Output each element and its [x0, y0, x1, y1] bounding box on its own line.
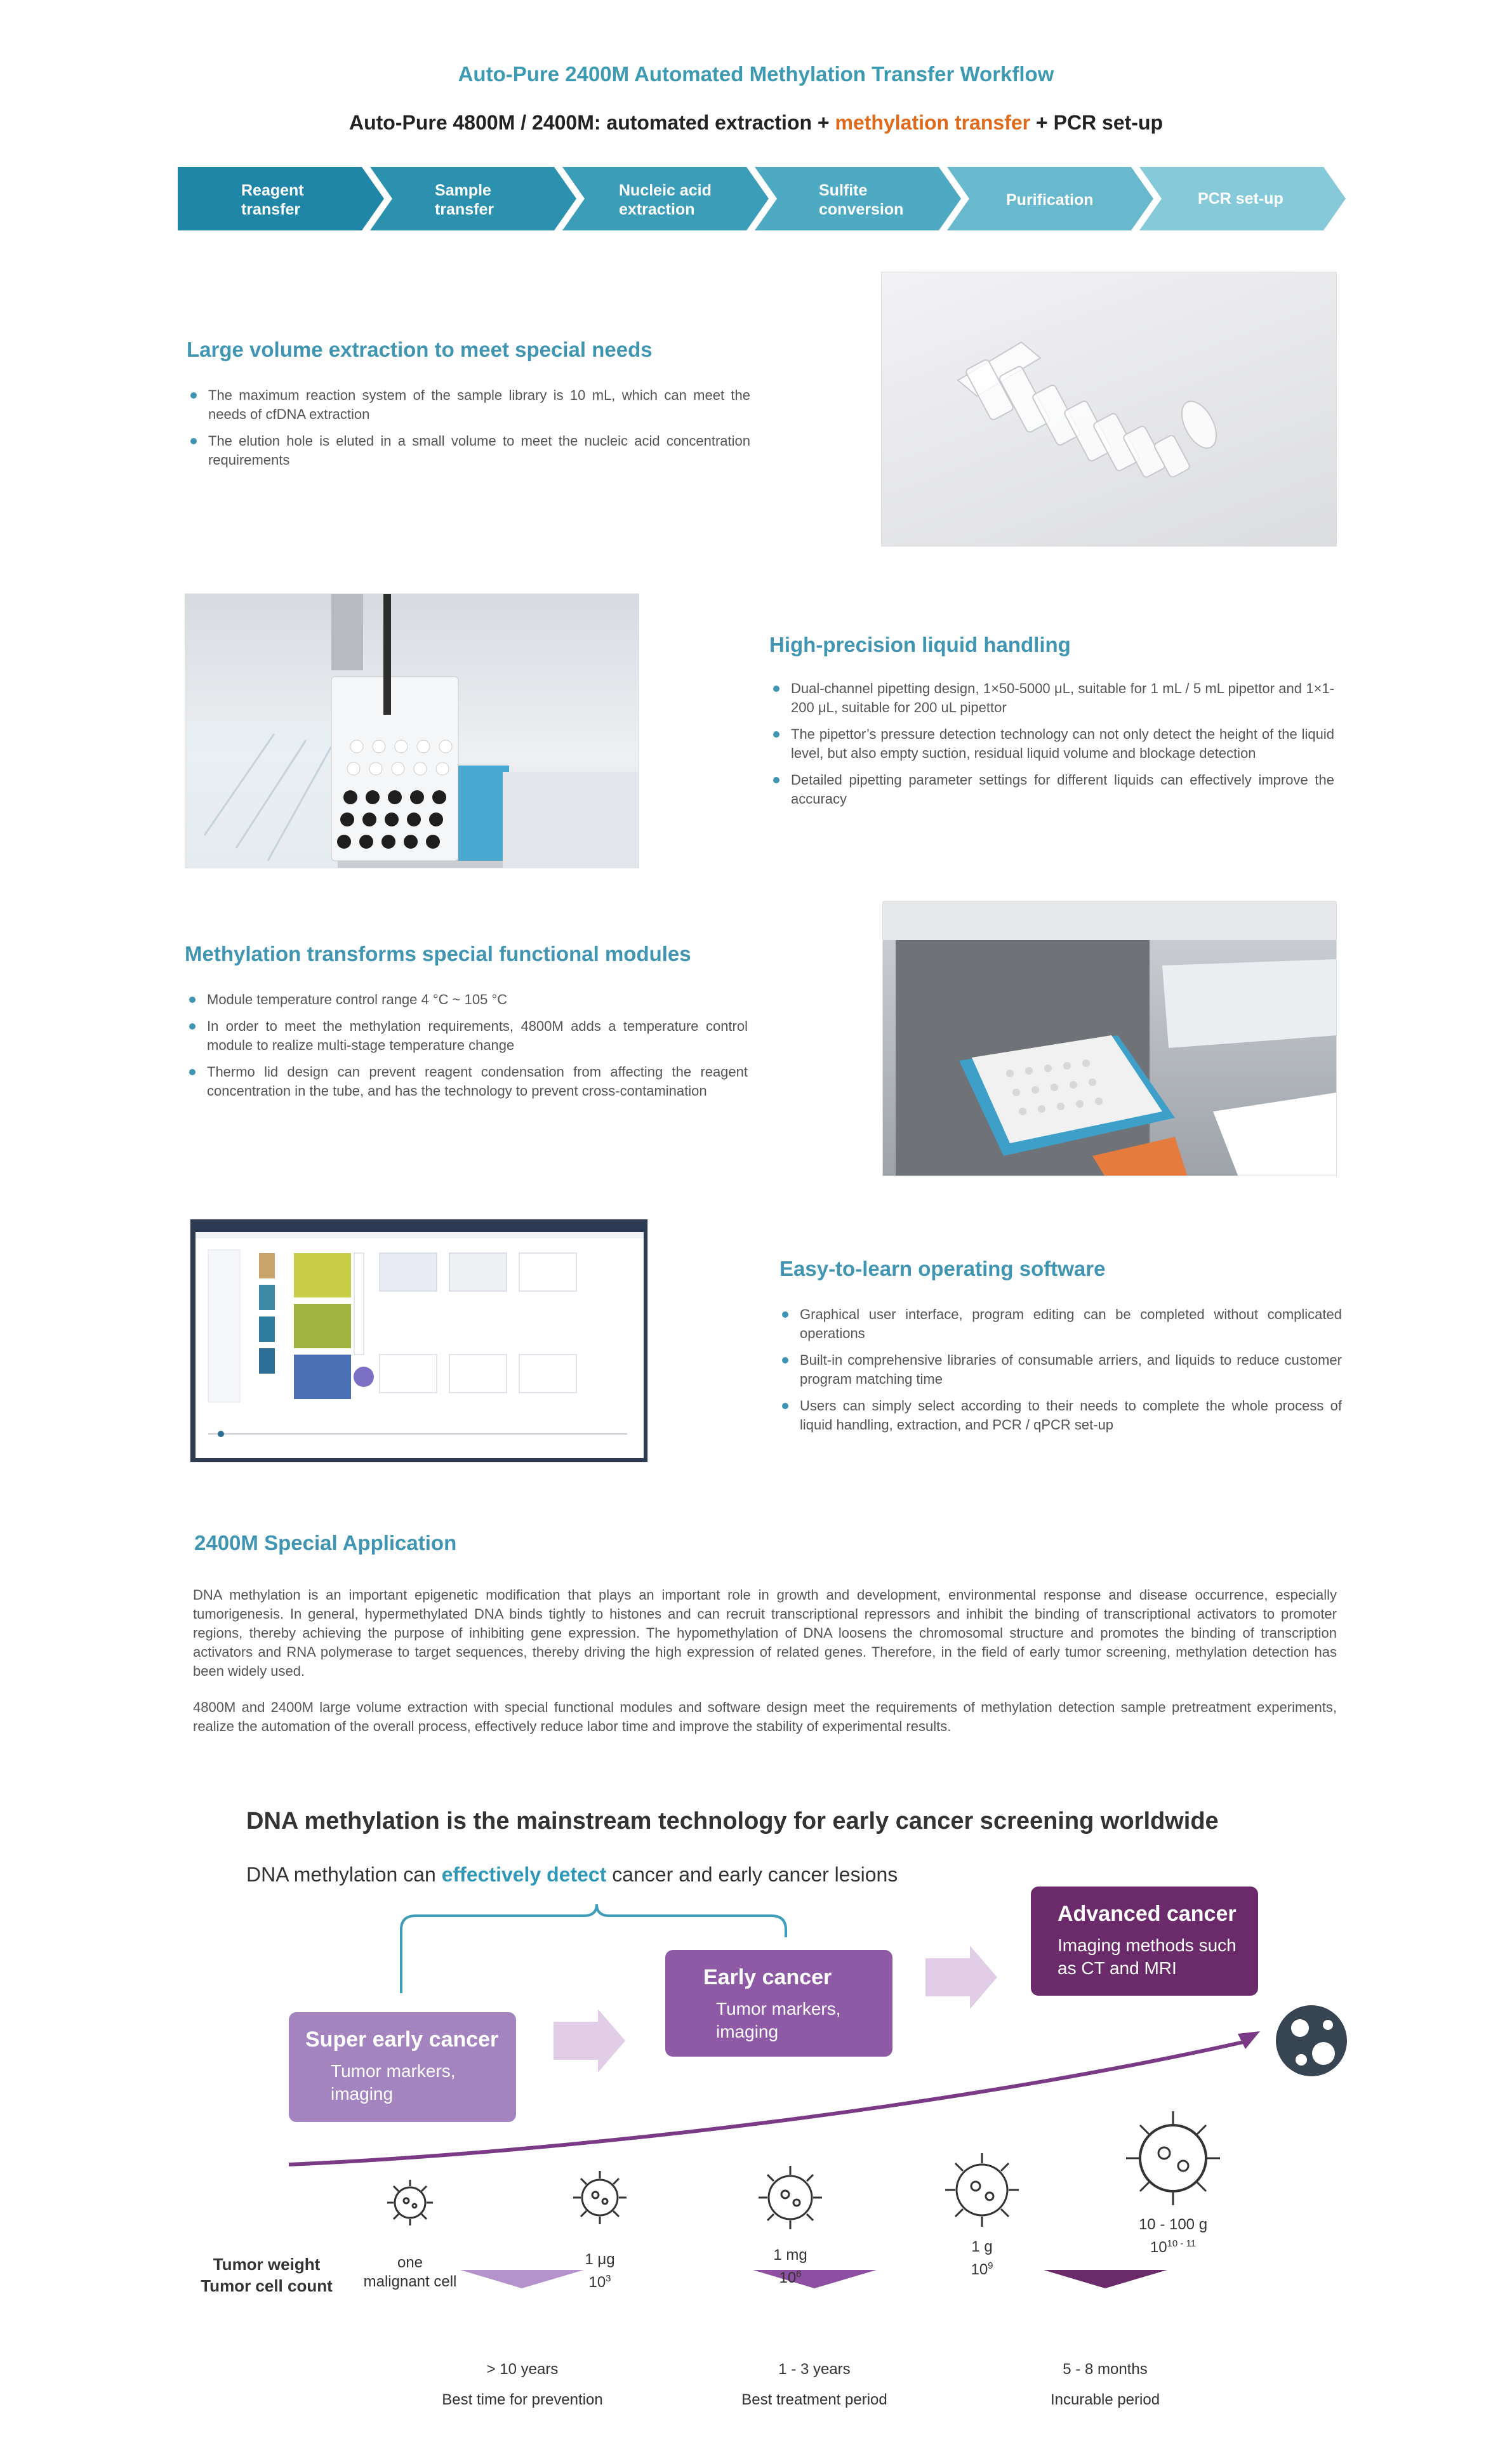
workflow-step-2-l2: transfer: [435, 201, 494, 218]
point-1-count: malignant cell: [363, 2273, 457, 2290]
feature-1-bullets: [188, 386, 750, 477]
point-1-weight: one: [397, 2254, 423, 2271]
infographic-subtitle-highlight: effectively detect: [441, 1863, 607, 1886]
period-2-label: Best treatment period: [741, 2391, 887, 2408]
feature-4-bullets: [779, 1305, 1342, 1442]
application-paragraph-2: 4800M and 2400M large volume extraction with special functional modules and software design meet the requirements of methylation detection sample pretreatment experiments, realize the automation of the overall process, effectively reduce labor time and improve the stability of experimental results.: [193, 1699, 1337, 1734]
point-4: [918, 2238, 1045, 2279]
period-1-time: > 10 years: [486, 2361, 559, 2378]
feature-1-bullet-1: The maximum reaction system of the sample library is 10 mL, which can meet the needs of cfDNA extraction: [188, 386, 750, 424]
stage-early-text: Tumor markers, imaging: [716, 1999, 841, 2041]
feature-3-bullets: [187, 990, 748, 1108]
point-4-exponent: 9: [988, 2260, 993, 2271]
point-3: [727, 2246, 854, 2288]
stage-super-early-title: Super early cancer: [305, 2027, 499, 2052]
period-3-label: Incurable period: [1050, 2391, 1160, 2408]
period-1-label: Best time for prevention: [442, 2391, 603, 2408]
software-ui-illustration: [196, 1224, 644, 1458]
point-3-exponent: 6: [796, 2269, 802, 2279]
feature-2-bullet-3: Detailed pipetting parameter settings for different liquids can effectively improve the accuracy: [771, 771, 1334, 809]
stage-super-early-text: Tumor markers, imaging: [331, 2061, 456, 2104]
virus-icon-3: [759, 2166, 822, 2229]
page-title: Auto-Pure 2400M Automated Methylation Transfer Workflow: [458, 62, 1054, 86]
feature-1-title: Large volume extraction to meet special needs: [187, 338, 653, 361]
point-4-weight: 1 g: [971, 2238, 993, 2255]
feature-4-bullet-3: Users can simply select according to their needs to complete the whole process of liquid handling, extraction, and PCR / qPCR set-up: [779, 1396, 1342, 1435]
cancer-mass-icon: [1276, 2005, 1347, 2076]
workflow-chevrons: [178, 167, 1346, 230]
workflow-step-3-l2: extraction: [619, 201, 695, 218]
infographic-subtitle: [246, 1863, 898, 1887]
point-5-exponent: 10 - 11: [1167, 2238, 1197, 2249]
feature-3-bullet-2: In order to meet the methylation requirements, 4800M adds a temperature control module to realize multi-stage temperature change: [187, 1017, 748, 1055]
progression-curve-arrowhead: [1238, 2031, 1260, 2049]
point-5: [1097, 2215, 1249, 2257]
infographic-subtitle-post: cancer and early cancer lesions: [606, 1863, 898, 1886]
consumables-photo: [881, 272, 1337, 547]
point-5-count: 10: [1150, 2239, 1167, 2256]
point-3-count: 10: [779, 2269, 797, 2286]
workflow-step-1-l1: Reagent: [241, 182, 304, 199]
subtitle-highlight: methylation transfer: [835, 111, 1031, 134]
infographic-title: DNA methylation is the mainstream technology for early cancer screening worldwide: [246, 1808, 1219, 1834]
feature-4-bullet-1: Graphical user interface, program editing can be completed without complicated operations: [779, 1305, 1342, 1343]
stage-super-early: [289, 2012, 516, 2122]
workflow-step-5-l1: Purification: [1006, 191, 1094, 209]
stage-early-title: Early cancer: [703, 1965, 832, 1989]
workflow-step-6-l1: PCR set-up: [1198, 190, 1283, 208]
feature-2-bullet-1: Dual-channel pipetting design, 1×50-5000 μL, suitable for 1 mL / 5 mL pipettor and 1×1-200 μL, suitable for 200 uL pipettor: [771, 679, 1334, 717]
stage-advanced-text: Imaging methods such as CT and MRI: [1058, 1935, 1237, 1978]
virus-icon-2: [573, 2171, 627, 2224]
workflow-step-1-l2: transfer: [241, 201, 301, 218]
point-2: [536, 2250, 663, 2292]
period-2-time: 1 - 3 years: [778, 2361, 851, 2378]
virus-icon-4: [945, 2153, 1019, 2227]
feature-4-bullet-2: Built-in comprehensive libraries of consumable arriers, and liquids to reduce customer program matching time: [779, 1351, 1342, 1389]
feature-2-bullets: [771, 679, 1334, 816]
subtitle-post: + PCR set-up: [1030, 111, 1164, 134]
feature-3-bullet-1: Module temperature control range 4 °C ~ 105 °C: [187, 990, 748, 1009]
stage-advanced-title: Advanced cancer: [1058, 1902, 1237, 1926]
workflow-step-4-l1: Sulfite: [819, 182, 868, 199]
pipetting-illustration: [185, 594, 639, 868]
software-screenshot: [190, 1219, 648, 1462]
feature-3-bullet-3: Thermo lid design can prevent reagent condensation from affecting the reagent concentration in the tube, and has the technology to prevent cross-contamination: [187, 1063, 748, 1101]
period-1: [419, 2360, 626, 2410]
tube-strip-illustration: [882, 272, 1337, 547]
stage-early: [665, 1950, 892, 2057]
feature-2-title: High-precision liquid handling: [769, 633, 1071, 656]
stage-advanced: [1031, 1887, 1258, 1996]
tumor-weight-label: Tumor weight: [213, 2255, 321, 2274]
page-subtitle: [0, 111, 1512, 135]
point-2-count: 10: [588, 2274, 606, 2291]
workflow-step-4-l2: conversion: [819, 201, 904, 218]
temperature-module-photo: [882, 901, 1337, 1176]
infographic-subtitle-pre: DNA methylation can: [246, 1863, 442, 1886]
point-2-exponent: 3: [606, 2273, 611, 2284]
point-4-count: 10: [971, 2261, 988, 2278]
point-3-weight: 1 mg: [773, 2246, 807, 2264]
feature-1-bullet-2: The elution hole is eluted in a small volume to meet the nucleic acid concentration requirements: [188, 432, 750, 470]
virus-icon-5: [1126, 2111, 1220, 2205]
virus-icon-1: [387, 2180, 433, 2225]
feature-2-bullet-2: The pipettor’s pressure detection technology can not only detect the height of the liquid level, but also empty suction, residual liquid volume and blockage detection: [771, 725, 1334, 763]
workflow-step-2-l1: Sample: [435, 182, 491, 199]
workflow-step-3-l1: Nucleic acid: [619, 182, 712, 199]
point-2-weight: 1 μg: [585, 2251, 615, 2268]
pipetting-photo: [185, 594, 639, 868]
subtitle-pre: Auto-Pure 4800M / 2400M: automated extraction +: [348, 111, 835, 134]
application-paragraph-1: DNA methylation is an important epigenetic modification that plays an important role in growth and development, environmental response and disease occurrence, especially tumorigenesis. In general, hypermethylated DNA binds tightly to histones and can recruit transcriptional repressors and inhibit the binding of transcriptional activators to promoter regions, thereby achieving the purpose of inhibiting gene expression. The hypomethylation of DNA loosens the chromosomal structure and promotes the binding of transcription activators and RNA polymerase to target sequences, thereby driving the high expression of related genes. Therefore, in the field of early tumor screening, methylation detection has been widely used.: [193, 1587, 1337, 1679]
tumor-cell-count-label: Tumor cell count: [201, 2276, 333, 2295]
point-5-weight: 10 - 100 g: [1138, 2216, 1208, 2233]
arrow-2: [925, 1946, 997, 2009]
feature-3-title: Methylation transforms special functional modules: [185, 942, 691, 965]
arrow-1: [554, 2009, 625, 2073]
feature-4-title: Easy-to-learn operating software: [779, 1257, 1106, 1280]
tumor-row-labels: [184, 2253, 349, 2297]
period-2: [711, 2360, 918, 2410]
application-title: 2400M Special Application: [194, 1531, 457, 1555]
period-3-triangle: [1044, 2270, 1167, 2288]
point-1: [347, 2253, 474, 2292]
thermal-module-illustration: [883, 902, 1337, 1176]
period-3-time: 5 - 8 months: [1063, 2361, 1148, 2378]
period-3: [1002, 2360, 1209, 2410]
